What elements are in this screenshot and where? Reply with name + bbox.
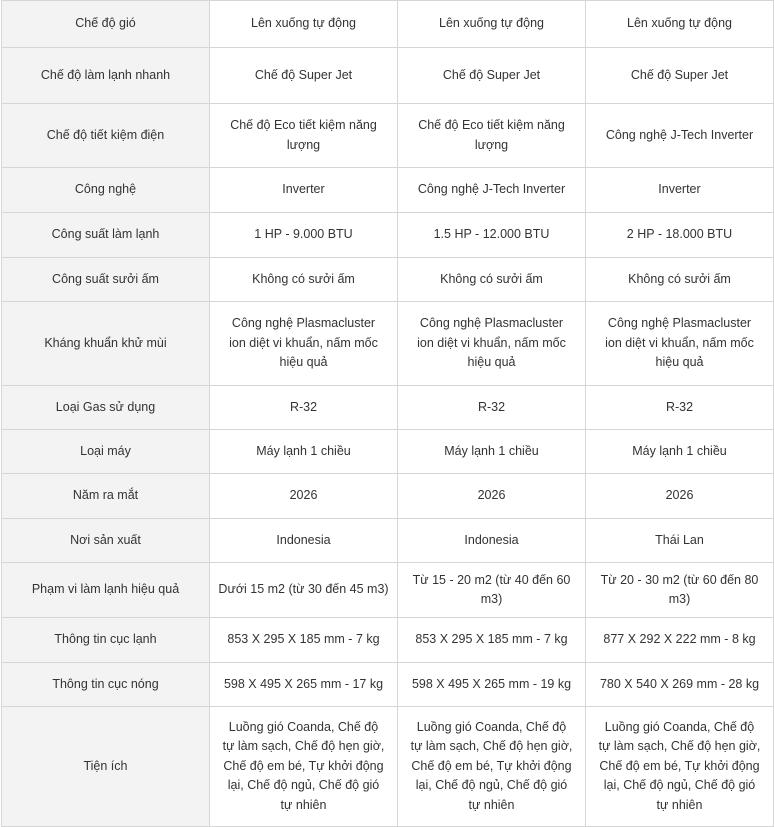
row-label: Tiện ích — [2, 707, 210, 827]
cell-value: Inverter — [586, 168, 774, 213]
row-label: Công suất sưởi ấm — [2, 258, 210, 302]
table-row — [2, 386, 774, 430]
table-row — [2, 104, 774, 168]
row-label: Công suất làm lạnh — [2, 213, 210, 258]
table-row — [2, 430, 774, 474]
cell-value: 853 X 295 X 185 mm - 7 kg — [398, 618, 586, 663]
cell-value: Từ 15 - 20 m2 (từ 40 đến 60 m3) — [398, 563, 586, 618]
cell-value: Không có sưởi ấm — [586, 258, 774, 302]
cell-value: 2026 — [586, 474, 774, 519]
cell-value: 1 HP - 9.000 BTU — [210, 213, 398, 258]
cell-value: Không có sưởi ấm — [210, 258, 398, 302]
cell-value: Lên xuống tự động — [398, 1, 586, 48]
cell-value: R-32 — [398, 386, 586, 430]
table-row — [2, 663, 774, 707]
row-label: Thông tin cục lạnh — [2, 618, 210, 663]
cell-value: Máy lạnh 1 chiều — [398, 430, 586, 474]
cell-value: Từ 20 - 30 m2 (từ 60 đến 80 m3) — [586, 563, 774, 618]
cell-value: 598 X 495 X 265 mm - 17 kg — [210, 663, 398, 707]
cell-value: 853 X 295 X 185 mm - 7 kg — [210, 618, 398, 663]
row-label: Chế độ gió — [2, 1, 210, 48]
cell-value: Luồng gió Coanda, Chế độ tự làm sạch, Chế độ hẹn giờ, Chế độ em bé, Tự khởi động lại, Chế độ ngủ, Chế độ gió tự nhiên — [398, 707, 586, 827]
cell-value: Thái Lan — [586, 519, 774, 563]
cell-value: 598 X 495 X 265 mm - 19 kg — [398, 663, 586, 707]
cell-value: Công nghệ Plasmacluster ion diệt vi khuẩn, nấm mốc hiệu quả — [398, 302, 586, 386]
cell-value: R-32 — [210, 386, 398, 430]
cell-value: Dưới 15 m2 (từ 30 đến 45 m3) — [210, 563, 398, 618]
cell-value: Indonesia — [210, 519, 398, 563]
cell-value: Chế độ Eco tiết kiệm năng lượng — [210, 104, 398, 168]
table-row — [2, 168, 774, 213]
cell-value: R-32 — [586, 386, 774, 430]
row-label: Chế độ tiết kiệm điện — [2, 104, 210, 168]
row-label: Nơi sản xuất — [2, 519, 210, 563]
cell-value: Luồng gió Coanda, Chế độ tự làm sạch, Chế độ hẹn giờ, Chế độ em bé, Tự khởi động lại, Chế độ ngủ, Chế độ gió tự nhiên — [210, 707, 398, 827]
cell-value: Công nghệ Plasmacluster ion diệt vi khuẩn, nấm mốc hiệu quả — [586, 302, 774, 386]
cell-value: Công nghệ J-Tech Inverter — [586, 104, 774, 168]
cell-value: Chế độ Super Jet — [398, 48, 586, 104]
table-row — [2, 474, 774, 519]
table-row — [2, 258, 774, 302]
row-label: Kháng khuẩn khử mùi — [2, 302, 210, 386]
table-row — [2, 563, 774, 618]
cell-value: Indonesia — [398, 519, 586, 563]
row-label: Chế độ làm lạnh nhanh — [2, 48, 210, 104]
spec-table-body — [2, 1, 774, 827]
table-row — [2, 1, 774, 48]
spec-comparison-table — [1, 0, 774, 827]
cell-value: Chế độ Eco tiết kiệm năng lượng — [398, 104, 586, 168]
cell-value: 2 HP - 18.000 BTU — [586, 213, 774, 258]
row-label: Thông tin cục nóng — [2, 663, 210, 707]
cell-value: Máy lạnh 1 chiều — [210, 430, 398, 474]
table-row — [2, 618, 774, 663]
cell-value: Chế độ Super Jet — [210, 48, 398, 104]
row-label: Loại Gas sử dụng — [2, 386, 210, 430]
cell-value: Chế độ Super Jet — [586, 48, 774, 104]
cell-value: Không có sưởi ấm — [398, 258, 586, 302]
cell-value: 2026 — [398, 474, 586, 519]
cell-value: Công nghệ J-Tech Inverter — [398, 168, 586, 213]
cell-value: Inverter — [210, 168, 398, 213]
cell-value: Máy lạnh 1 chiều — [586, 430, 774, 474]
cell-value: 780 X 540 X 269 mm - 28 kg — [586, 663, 774, 707]
cell-value: 877 X 292 X 222 mm - 8 kg — [586, 618, 774, 663]
cell-value: Luồng gió Coanda, Chế độ tự làm sạch, Chế độ hẹn giờ, Chế độ em bé, Tự khởi động lại, Chế độ ngủ, Chế độ gió tự nhiên — [586, 707, 774, 827]
row-label: Loại máy — [2, 430, 210, 474]
table-row — [2, 302, 774, 386]
cell-value: 1.5 HP - 12.000 BTU — [398, 213, 586, 258]
row-label: Năm ra mắt — [2, 474, 210, 519]
cell-value: Lên xuống tự động — [586, 1, 774, 48]
table-row — [2, 48, 774, 104]
cell-value: 2026 — [210, 474, 398, 519]
row-label: Phạm vi làm lạnh hiệu quả — [2, 563, 210, 618]
cell-value: Công nghệ Plasmacluster ion diệt vi khuẩn, nấm mốc hiệu quả — [210, 302, 398, 386]
table-row — [2, 707, 774, 827]
cell-value: Lên xuống tự động — [210, 1, 398, 48]
row-label: Công nghệ — [2, 168, 210, 213]
table-row — [2, 213, 774, 258]
table-row — [2, 519, 774, 563]
